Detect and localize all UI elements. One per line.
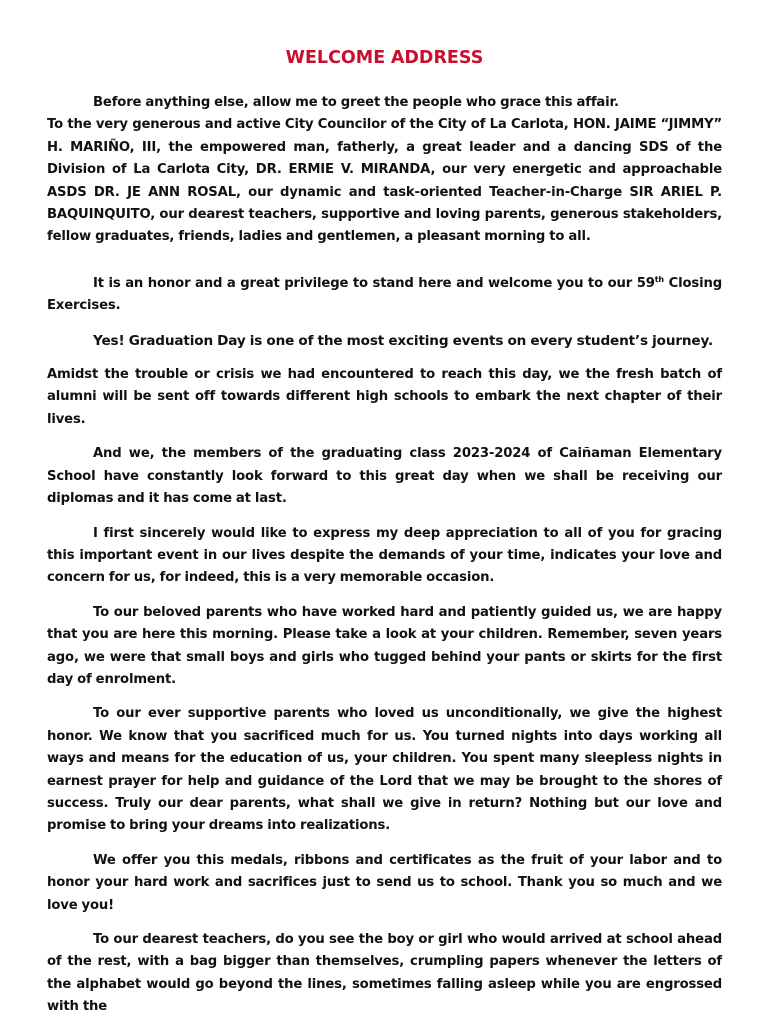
paragraph-appreciation: I first sincerely would like to express my deep appreciation to all of you for gracing this important event in our lives despite the demands of your time, indicates your love and concern for us, for indeed, this is a very memorable occasion. bbox=[47, 525, 722, 586]
paragraph-graduating-class: And we, the members of the graduating class 2023-2024 of Caiñaman Elementary School have constantly look forward to this great day when we shall be receiving our diplomas and it has come at last. bbox=[47, 446, 722, 507]
paragraph-beloved-parents: To our beloved parents who have worked hard and patiently guided us, we are happy that you are here this morning. Please take a look at your children. Remember, seven years ago, we were that small boys and girls who tugged behind your pants or skirts for the first day of enrolment. bbox=[47, 604, 722, 687]
paragraph-teachers: To our dearest teachers, do you see the boy or girl who would arrived at school ahead of the rest, with a bag bigger than themselves, crumpling papers whenever the letters of the alphabet would go beyond the lines, sometimes falling asleep while you are engrossed with the bbox=[47, 932, 722, 1015]
paragraph-alumni: Amidst the trouble or crisis we had encountered to reach this day, we the fresh batch of alumni will be sent off towards different high schools to embark the next chapter of their lives. bbox=[47, 367, 722, 427]
paragraph-supportive-parents: To our ever supportive parents who loved us unconditionally, we give the highest honor. We know that you sacrificed much for us. You turned nights into days working all ways and means for the education of us, your children. You spent many sleepless nights in earnest prayer for help and guidance of the Lord that we may be brought to the shores of success. Truly our dear parents, what shall we give in return? Nothing but our love and promise to bring your dreams into realizations. bbox=[47, 706, 722, 834]
paragraph-greeting-intro: Before anything else, allow me to greet the people who grace this affair. bbox=[93, 95, 619, 110]
paragraph-honor bbox=[47, 273, 722, 318]
honor-text-end: Closing Exercises. bbox=[47, 275, 722, 314]
honor-text: It is an honor and a great privilege to stand here and welcome you to our 59 bbox=[93, 275, 655, 291]
document-title: WELCOME ADDRESS bbox=[285, 48, 484, 68]
paragraph-graduation-day: Yes! Graduation Day is one of the most exciting events on every student’s journey. bbox=[93, 332, 713, 349]
paragraph-medals: We offer you this medals, ribbons and certificates as the fruit of your labor and to honor your hard work and sacrifices just to send us to school. Thank you so much and we love you! bbox=[47, 852, 722, 913]
ordinal-suffix: th bbox=[654, 274, 664, 284]
paragraph-dignitaries: To the very generous and active City Councilor of the City of La Carlota, HON. JAIME “JIMMY” H. MARIÑO, III, the empowered man, fatherly, a great leader and a dancing SDS of the Division of La Carlota City, DR. ERMIE V. MIRANDA, our very energetic and approachable ASDS DR. JE ANN ROSAL, our dynamic and task-oriented Teacher-in-Charge SIR ARIEL P. BAQUINQUITO, our dearest teachers, supportive and loving parents, generous stakeholders, fellow graduates, friends, ladies and gentlemen, a pleasant morning to all. bbox=[47, 117, 722, 245]
